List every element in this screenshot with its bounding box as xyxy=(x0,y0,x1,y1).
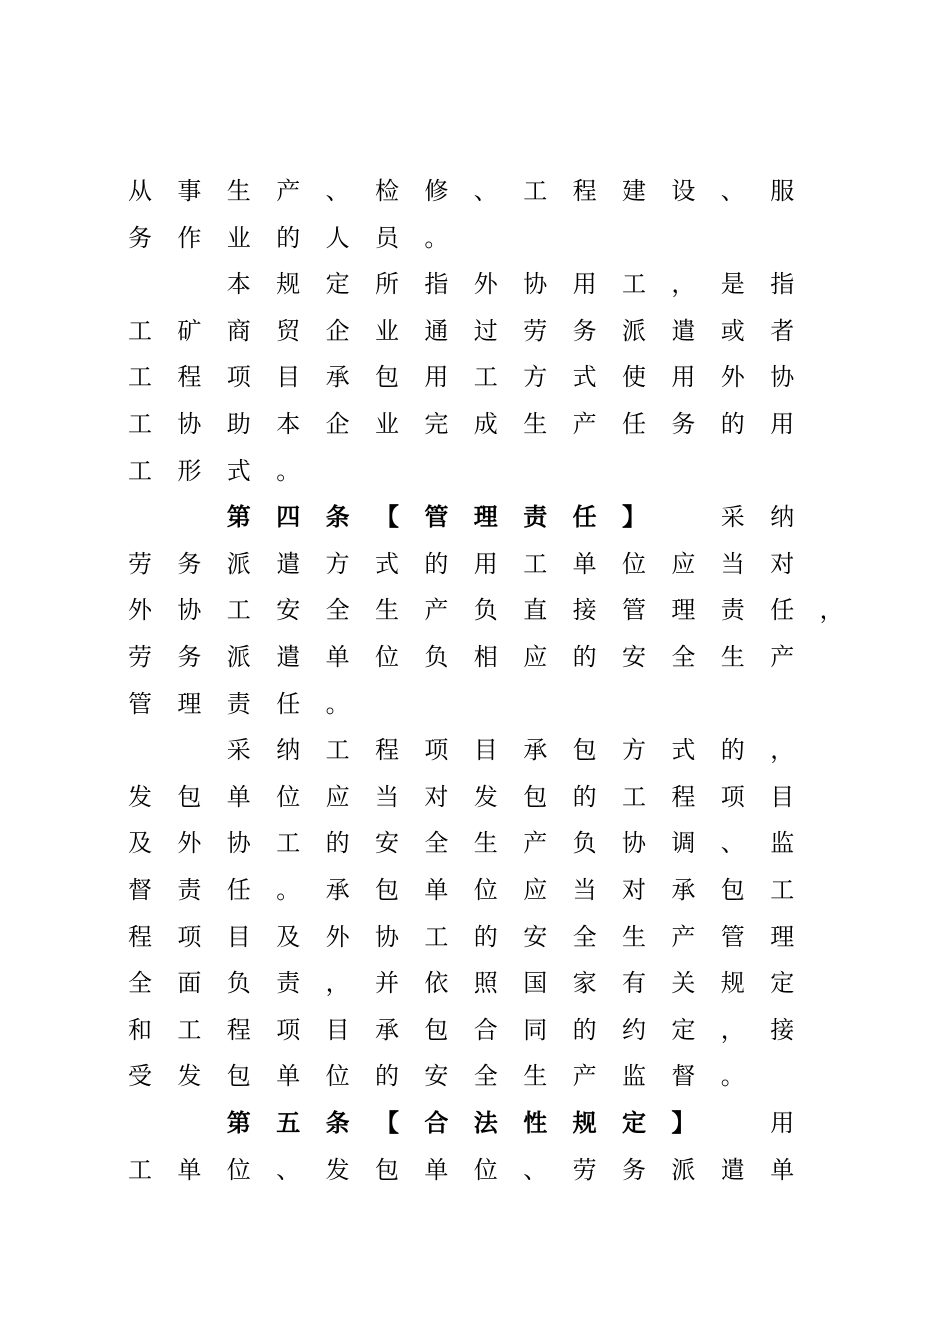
text-glyph: 接 xyxy=(572,596,597,625)
text-glyph: 单 xyxy=(276,1062,301,1091)
text-glyph: 业 xyxy=(375,316,399,345)
text-glyph: 工 xyxy=(128,456,152,485)
text-glyph: 同 xyxy=(523,1015,548,1044)
text-glyph: 生 xyxy=(622,922,646,951)
text-glyph: 理 xyxy=(473,503,498,532)
text-glyph: 规 xyxy=(572,1109,597,1137)
text-glyph: 产 xyxy=(671,922,696,951)
text-glyph: 业 xyxy=(375,410,399,438)
text-glyph: 第 xyxy=(226,1109,251,1137)
text-glyph: 完 xyxy=(424,410,449,438)
text-glyph: 负 xyxy=(572,829,597,858)
text-glyph: 修 xyxy=(424,177,449,205)
text-glyph: 过 xyxy=(473,316,498,345)
text-glyph: 任 xyxy=(226,876,251,904)
text-glyph: 助 xyxy=(226,410,251,438)
text-line xyxy=(0,1108,950,1154)
text-glyph: 、 xyxy=(473,177,498,205)
text-line xyxy=(0,269,950,315)
text-glyph: 服 xyxy=(770,177,795,205)
text-glyph: 建 xyxy=(622,177,646,205)
text-glyph: 包 xyxy=(375,363,399,392)
text-glyph: 依 xyxy=(424,969,449,998)
text-glyph: 位 xyxy=(622,549,646,578)
text-line xyxy=(0,223,950,269)
text-glyph: 发 xyxy=(473,782,498,811)
text-glyph: 规 xyxy=(276,270,301,299)
text-glyph: 的 xyxy=(572,643,597,671)
text-glyph: 责 xyxy=(226,689,251,718)
text-glyph: 安 xyxy=(276,596,301,625)
text-glyph: 设 xyxy=(671,177,696,205)
text-glyph: 承 xyxy=(671,876,696,904)
text-glyph: 责 xyxy=(177,876,202,904)
text-glyph: 劳 xyxy=(128,549,152,578)
text-glyph: 协 xyxy=(177,596,202,625)
text-glyph: 工 xyxy=(473,363,498,392)
text-glyph: 国 xyxy=(523,969,548,998)
text-glyph: 作 xyxy=(177,223,202,252)
text-glyph: 负 xyxy=(424,643,449,671)
text-glyph: 协 xyxy=(622,829,646,858)
text-glyph: 包 xyxy=(572,736,597,765)
text-glyph: 形 xyxy=(177,456,202,485)
text-glyph: 工 xyxy=(128,410,152,438)
text-glyph: 务 xyxy=(671,410,696,438)
text-glyph: 安 xyxy=(424,1062,449,1091)
text-glyph: 目 xyxy=(473,736,498,765)
text-glyph: 约 xyxy=(622,1015,646,1044)
text-glyph: 从 xyxy=(128,177,152,205)
text-glyph: 劳 xyxy=(128,643,152,671)
text-glyph: 指 xyxy=(770,270,795,299)
text-glyph: 任 xyxy=(770,596,795,625)
text-glyph: 外 xyxy=(325,922,350,951)
text-glyph: 责 xyxy=(276,969,301,998)
text-glyph: 项 xyxy=(226,363,251,392)
text-glyph: 全 xyxy=(572,922,597,951)
text-glyph: ， xyxy=(770,736,795,765)
text-glyph: 任 xyxy=(622,410,646,438)
text-glyph: 【 xyxy=(375,503,399,532)
text-glyph: 的 xyxy=(375,1062,399,1091)
text-glyph: 直 xyxy=(523,596,548,625)
text-glyph: 照 xyxy=(473,969,498,998)
text-glyph: 派 xyxy=(622,316,646,345)
text-glyph: 产 xyxy=(424,596,449,625)
text-glyph: 的 xyxy=(473,922,498,951)
text-line xyxy=(0,362,950,408)
text-glyph: 通 xyxy=(424,316,449,345)
text-glyph: 、 xyxy=(523,1155,548,1184)
text-glyph: 的 xyxy=(325,829,350,858)
text-glyph: 工 xyxy=(424,922,449,951)
text-glyph: 遣 xyxy=(276,549,301,578)
text-glyph: 发 xyxy=(325,1155,350,1184)
text-glyph: 有 xyxy=(622,969,646,998)
text-glyph: 程 xyxy=(128,922,152,951)
text-glyph: 全 xyxy=(128,969,152,998)
text-glyph xyxy=(718,1108,748,1138)
text-glyph: 务 xyxy=(572,316,597,345)
text-glyph: 面 xyxy=(177,969,202,998)
text-glyph: 事 xyxy=(177,177,202,205)
text-glyph: 产 xyxy=(523,829,548,858)
text-glyph: 生 xyxy=(473,829,498,858)
text-glyph: 管 xyxy=(424,503,449,532)
text-glyph: 项 xyxy=(177,922,202,951)
text-glyph: 安 xyxy=(375,829,399,858)
text-glyph: 管 xyxy=(622,596,646,625)
text-glyph: 理 xyxy=(671,596,696,625)
text-glyph: 用 xyxy=(572,270,597,299)
text-glyph: 是 xyxy=(720,270,745,299)
text-glyph: 协 xyxy=(375,922,399,951)
text-glyph: 用 xyxy=(770,410,795,438)
text-glyph: 五 xyxy=(276,1109,301,1137)
text-glyph: 。 xyxy=(276,876,301,904)
text-glyph: 工 xyxy=(276,829,301,858)
text-glyph: 、 xyxy=(720,177,745,205)
text-glyph: 贸 xyxy=(276,316,301,345)
text-glyph: 产 xyxy=(770,643,795,671)
text-glyph: 承 xyxy=(523,736,548,765)
text-glyph: 合 xyxy=(424,1109,449,1137)
text-glyph: 程 xyxy=(226,1015,251,1044)
text-glyph: 关 xyxy=(671,969,696,998)
text-glyph: 的 xyxy=(720,736,745,765)
text-glyph: 位 xyxy=(276,782,301,811)
text-glyph: 任 xyxy=(276,689,301,718)
text-glyph: 外 xyxy=(177,829,202,858)
text-glyph: 并 xyxy=(375,969,399,998)
text-glyph: 务 xyxy=(177,643,202,671)
text-glyph: 本 xyxy=(226,270,251,299)
text-glyph: 位 xyxy=(226,1155,251,1184)
text-glyph: 督 xyxy=(671,1062,696,1091)
text-line xyxy=(0,595,950,641)
text-glyph: 定 xyxy=(622,1109,646,1137)
text-glyph: 理 xyxy=(177,689,202,718)
text-glyph: 单 xyxy=(226,782,251,811)
text-glyph: 务 xyxy=(177,549,202,578)
text-glyph: 工 xyxy=(770,876,795,904)
text-glyph: 对 xyxy=(424,782,449,811)
text-glyph: 包 xyxy=(720,876,745,904)
text-glyph: 单 xyxy=(770,1155,795,1184)
text-glyph: 对 xyxy=(770,549,795,578)
text-glyph: 项 xyxy=(720,782,745,811)
text-glyph: 项 xyxy=(276,1015,301,1044)
text-glyph: 采 xyxy=(720,503,745,532)
text-glyph: 用 xyxy=(473,549,498,578)
text-glyph: 承 xyxy=(375,1015,399,1044)
text-glyph: 工 xyxy=(128,1155,152,1184)
text-glyph: 企 xyxy=(325,410,350,438)
text-glyph: 者 xyxy=(770,316,795,345)
text-glyph: 及 xyxy=(128,829,152,858)
text-glyph: 。 xyxy=(720,1062,745,1091)
text-line xyxy=(0,316,950,362)
text-glyph: 式 xyxy=(572,363,597,392)
text-glyph: 应 xyxy=(325,782,350,811)
text-glyph: 用 xyxy=(671,363,696,392)
text-glyph: 成 xyxy=(473,410,498,438)
text-glyph: 外 xyxy=(128,596,152,625)
text-glyph: 位 xyxy=(473,876,498,904)
text-glyph: 派 xyxy=(671,1155,696,1184)
text-glyph: 包 xyxy=(424,1015,449,1044)
text-glyph: 生 xyxy=(720,643,745,671)
text-glyph: 纳 xyxy=(276,736,301,765)
text-glyph: 务 xyxy=(622,1155,646,1184)
text-glyph: 负 xyxy=(226,969,251,998)
text-glyph: 工 xyxy=(622,782,646,811)
text-glyph: ， xyxy=(819,596,844,625)
text-glyph: 工 xyxy=(128,316,152,345)
text-glyph: 外 xyxy=(720,363,745,392)
text-glyph: 用 xyxy=(424,363,449,392)
text-glyph: 、 xyxy=(276,1155,301,1184)
text-glyph: 程 xyxy=(572,177,597,205)
text-glyph: 协 xyxy=(177,410,202,438)
text-glyph: 协 xyxy=(770,363,795,392)
text-glyph: 安 xyxy=(622,643,646,671)
text-glyph: 条 xyxy=(325,503,350,532)
text-glyph: 的 xyxy=(572,782,597,811)
text-glyph: 督 xyxy=(128,876,152,904)
text-line xyxy=(0,409,950,455)
text-glyph: 劳 xyxy=(523,316,548,345)
text-glyph: 纳 xyxy=(770,503,795,532)
text-glyph: 当 xyxy=(720,549,745,578)
text-glyph: ， xyxy=(671,270,696,299)
text-line xyxy=(0,968,950,1014)
text-glyph: 生 xyxy=(226,177,251,205)
text-glyph: 产 xyxy=(276,177,301,205)
text-glyph: 单 xyxy=(572,549,597,578)
text-glyph: 工 xyxy=(226,596,251,625)
text-glyph: 理 xyxy=(770,922,795,951)
text-glyph: 派 xyxy=(226,643,251,671)
text-glyph: 工 xyxy=(523,549,548,578)
text-glyph: 调 xyxy=(671,829,696,858)
text-glyph: 工 xyxy=(622,270,646,299)
text-glyph: 全 xyxy=(424,829,449,858)
text-glyph: 定 xyxy=(770,969,795,998)
text-glyph: 遣 xyxy=(720,1155,745,1184)
text-glyph: 】 xyxy=(671,1109,696,1137)
text-glyph: 程 xyxy=(177,363,202,392)
text-line xyxy=(0,875,950,921)
text-glyph: 。 xyxy=(424,223,449,252)
text-glyph: 的 xyxy=(424,549,449,578)
text-line xyxy=(0,922,950,968)
text-glyph: 工 xyxy=(177,1015,202,1044)
text-glyph: 生 xyxy=(523,410,548,438)
text-glyph: 协 xyxy=(226,829,251,858)
text-glyph: 检 xyxy=(375,177,399,205)
text-glyph: 负 xyxy=(473,596,498,625)
text-glyph: 任 xyxy=(572,503,597,532)
text-line xyxy=(0,176,950,222)
text-line xyxy=(0,642,950,688)
text-glyph: 单 xyxy=(424,1155,449,1184)
text-line xyxy=(0,828,950,874)
text-glyph: 位 xyxy=(375,643,399,671)
text-glyph: 式 xyxy=(671,736,696,765)
text-glyph: 方 xyxy=(325,549,350,578)
text-glyph: 用 xyxy=(770,1109,795,1137)
text-glyph: 。 xyxy=(276,456,301,485)
text-glyph: 安 xyxy=(523,922,548,951)
text-glyph: 式 xyxy=(226,456,251,485)
text-glyph: 性 xyxy=(523,1109,548,1137)
text-glyph: 目 xyxy=(276,363,301,392)
text-line xyxy=(0,1155,950,1201)
text-line xyxy=(0,502,950,548)
text-glyph: 工 xyxy=(523,177,548,205)
text-glyph: 务 xyxy=(128,223,152,252)
text-glyph: 定 xyxy=(325,270,350,299)
text-glyph: 单 xyxy=(325,643,350,671)
text-glyph: 发 xyxy=(177,1062,202,1091)
text-glyph: 家 xyxy=(572,969,597,998)
text-glyph: 程 xyxy=(671,782,696,811)
text-glyph: 发 xyxy=(128,782,152,811)
text-glyph: 包 xyxy=(177,782,202,811)
text-glyph: 监 xyxy=(622,1062,646,1091)
text-glyph: 责 xyxy=(523,503,548,532)
text-glyph: 方 xyxy=(622,736,646,765)
text-glyph: 合 xyxy=(473,1015,498,1044)
text-glyph: 监 xyxy=(770,829,795,858)
text-glyph: 产 xyxy=(572,1062,597,1091)
text-glyph: 接 xyxy=(770,1015,795,1044)
text-line xyxy=(0,782,950,828)
text-glyph: 条 xyxy=(325,1109,350,1137)
text-glyph: 或 xyxy=(720,316,745,345)
text-glyph: 包 xyxy=(375,1155,399,1184)
text-glyph: 受 xyxy=(128,1062,152,1091)
text-glyph: 。 xyxy=(325,689,350,718)
text-glyph: 遣 xyxy=(671,316,696,345)
text-glyph: 包 xyxy=(523,782,548,811)
text-glyph: 当 xyxy=(375,782,399,811)
text-glyph: 管 xyxy=(128,689,152,718)
text-line xyxy=(0,456,950,502)
text-glyph: 承 xyxy=(325,876,350,904)
text-glyph: 目 xyxy=(226,922,251,951)
text-glyph: 外 xyxy=(473,270,498,299)
text-glyph: 】 xyxy=(622,503,646,532)
text-glyph: 使 xyxy=(622,363,646,392)
text-glyph: ， xyxy=(720,1015,745,1044)
text-glyph: 全 xyxy=(671,643,696,671)
text-glyph: 四 xyxy=(276,503,301,532)
text-glyph: 应 xyxy=(523,643,548,671)
text-glyph: 管 xyxy=(720,922,745,951)
text-glyph: 本 xyxy=(276,410,301,438)
text-glyph: 应 xyxy=(671,549,696,578)
text-glyph: 矿 xyxy=(177,316,202,345)
text-line xyxy=(0,549,950,595)
text-glyph: 、 xyxy=(720,829,745,858)
text-glyph: 协 xyxy=(523,270,548,299)
text-glyph: 目 xyxy=(325,1015,350,1044)
text-glyph: 相 xyxy=(473,643,498,671)
text-glyph: 应 xyxy=(523,876,548,904)
text-glyph: 【 xyxy=(375,1109,399,1137)
text-glyph: 项 xyxy=(424,736,449,765)
text-glyph: 商 xyxy=(226,316,251,345)
text-glyph: 承 xyxy=(325,363,350,392)
text-glyph: 指 xyxy=(424,270,449,299)
text-glyph: 包 xyxy=(226,1062,251,1091)
text-glyph: 遣 xyxy=(276,643,301,671)
text-glyph: 责 xyxy=(720,596,745,625)
text-glyph: 位 xyxy=(325,1062,350,1091)
text-glyph: 位 xyxy=(473,1155,498,1184)
text-glyph: 员 xyxy=(375,223,399,252)
text-glyph: 当 xyxy=(572,876,597,904)
text-glyph: 派 xyxy=(226,549,251,578)
text-line xyxy=(0,1015,950,1061)
text-glyph: 法 xyxy=(473,1109,498,1137)
text-glyph: 的 xyxy=(720,410,745,438)
text-glyph: 规 xyxy=(720,969,745,998)
text-glyph: 企 xyxy=(325,316,350,345)
text-glyph: 定 xyxy=(671,1015,696,1044)
text-glyph: 及 xyxy=(276,922,301,951)
text-line xyxy=(0,1061,950,1107)
text-glyph: 全 xyxy=(473,1062,498,1091)
text-glyph: 第 xyxy=(226,503,251,532)
text-glyph: 采 xyxy=(226,736,251,765)
text-glyph: 生 xyxy=(523,1062,548,1091)
text-glyph: 和 xyxy=(128,1015,152,1044)
text-glyph: 的 xyxy=(276,223,301,252)
text-glyph: 人 xyxy=(325,223,350,252)
text-glyph: 包 xyxy=(375,876,399,904)
text-glyph: 对 xyxy=(622,876,646,904)
text-line xyxy=(0,689,950,735)
text-glyph: 方 xyxy=(523,363,548,392)
text-glyph: 单 xyxy=(424,876,449,904)
text-glyph: 的 xyxy=(572,1015,597,1044)
text-line xyxy=(0,735,950,781)
text-glyph: 产 xyxy=(572,410,597,438)
text-glyph: 劳 xyxy=(572,1155,597,1184)
text-glyph: 生 xyxy=(375,596,399,625)
text-glyph: 、 xyxy=(325,177,350,205)
text-glyph: 工 xyxy=(325,736,350,765)
text-glyph: 单 xyxy=(177,1155,202,1184)
text-glyph: 全 xyxy=(325,596,350,625)
text-glyph: 式 xyxy=(375,549,399,578)
text-glyph: 业 xyxy=(226,223,251,252)
text-glyph: 工 xyxy=(128,363,152,392)
text-glyph: 目 xyxy=(770,782,795,811)
text-glyph xyxy=(668,502,698,532)
text-glyph: 所 xyxy=(375,270,399,299)
text-glyph: ， xyxy=(325,969,350,998)
text-glyph: 程 xyxy=(375,736,399,765)
